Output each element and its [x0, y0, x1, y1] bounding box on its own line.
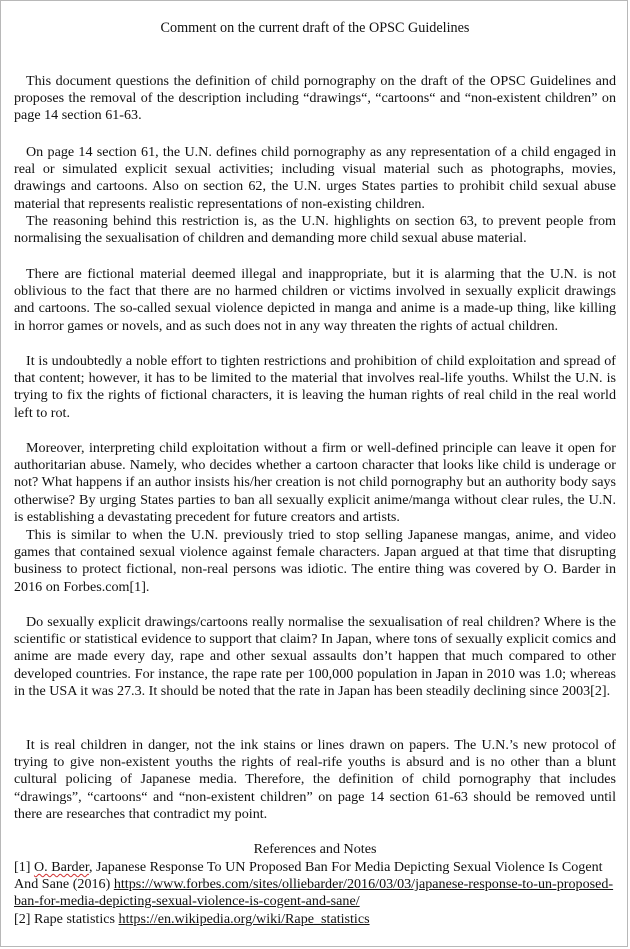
- paragraph-reasoning: The reasoning behind this restriction is, as the U.N. highlights on section 63, to prevent people from normalising the sexualisation of children and demanding more child sexual abuse material.: [14, 213, 616, 247]
- paragraph-section-61: On page 14 section 61, the U.N. defines child pornography as any representation of a child engaged in real or simulated explicit sexual activities; including visual material such as photographs, movies, drawings and cartoons. Also on section 62, the U.N. urges States parties to prohibit child sexual abuse material that represents realistic representations of non-existing children.: [14, 144, 616, 212]
- reference-author: O. Barder: [33, 859, 89, 875]
- paragraph-intro: This document questions the definition of child pornography on the draft of the OPSC Guidelines and proposes the removal of the description including “drawings“, “cartoons“ and “non-existent children” on page 14 section 61-63.: [14, 73, 616, 124]
- paragraph-moreover: Moreover, interpreting child exploitation without a firm or well-defined principle can leave it open for authoritarian abuse. Namely, who decides whether a cartoon character that looks like child is underage or not? What happens if an author insists his/her creation is not child pornography but an authority body says otherwise? By urging States parties to ban all sexually explicit anime/manga without clear rules, the U.N. is establishing a devastating precedent for future creators and artists.: [14, 440, 616, 525]
- paragraph-noble-effort: It is undoubtedly a noble effort to tighten restrictions and prohibition of child exploitation and spread of that content; however, it has to be limited to the material that involves real-life youths. Whilst the U.N. is trying to fix the rights of fictional characters, it is leaving the human rights of real child in the real world left to rot.: [14, 353, 616, 421]
- reference-text: Rape statistics: [33, 911, 119, 927]
- paragraph-evidence: Do sexually explicit drawings/cartoons really normalise the sexualisation of real children? Where is the scientific or statistical evidence to support that claim? In Japan, where tons of sexually explicit comics and anime are made every day, rape and other sexual assaults don’t happen that much compared to other developed countries. For instance, the rape rate per 100,000 population in Japan in 2010 was 1.0; whereas in the USA it was 27.3. It should be noted that the rate in Japan has been steadily declining since 2003[2].: [14, 614, 616, 699]
- reference-number: [2]: [14, 911, 34, 927]
- reference-text: , Japanese Response To UN Proposed Ban For Media Depicting Sexual Violence Is Cogent And Sane (2016): [14, 859, 603, 893]
- reference-number: [1]: [14, 859, 34, 875]
- reference-item-1: [14, 859, 616, 911]
- paragraph-similar: This is similar to when the U.N. previously tried to stop selling Japanese mangas, anime, and video games that contained sexual violence against female characters. Japan argued at that time that disrupting business to protect fictional, non-real persons was idiotic. The entire thing was covered by O. Barder in 2016 on Forbes.com[1].: [14, 527, 616, 595]
- wikipedia-link[interactable]: https://en.wikipedia.org/wiki/Rape_statistics: [118, 911, 370, 927]
- paragraph-fictional-material: There are fictional material deemed illegal and inappropriate, but it is alarming that the U.N. is not oblivious to the fact that there are no harmed children or victims involved in sexually explicit drawings and cartoons. The so-called sexual violence depicted in manga and anime is a made-up thing, like killing in horror games or novels, and as such does not in any way threaten the rights of actual children.: [14, 266, 616, 334]
- forbes-link[interactable]: https://www.forbes.com/sites/olliebarder/2016/03/03/japanese-response-to-un-proposed-ban-for-media-depicting-sexual-violence-is-cogent-and-sane/: [14, 876, 614, 910]
- references-heading: References and Notes: [253, 841, 377, 857]
- document-title: Comment on the current draft of the OPSC Guidelines: [160, 20, 470, 36]
- reference-item-2: [14, 911, 616, 928]
- paragraph-conclusion: It is real children in danger, not the ink stains or lines drawn on papers. The U.N.’s new protocol of trying to give non-existent youths the rights of real-rife youths is absurd and is no other than a blunt cultural policing of Japanese media. Therefore, the definition of child pornography that includes “drawings”, “cartoons“ and “non-existent children” on page 14 section 61-63 should be removed until there are researches that contradict my point.: [14, 737, 616, 822]
